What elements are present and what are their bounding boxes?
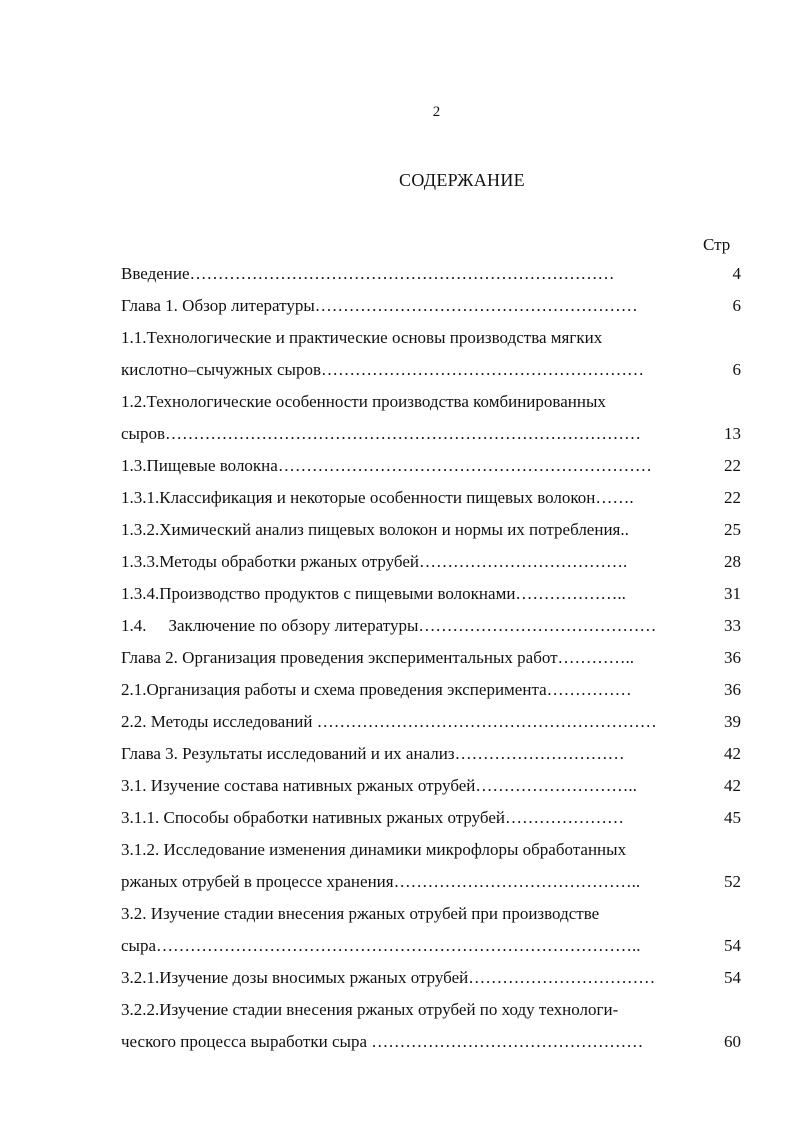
toc-entry-page: 36 bbox=[724, 680, 741, 699]
toc-entry-page: 42 bbox=[724, 776, 741, 795]
toc-entry-page: 4 bbox=[732, 264, 741, 283]
toc-entry-page: 28 bbox=[724, 552, 741, 571]
toc-entry bbox=[121, 770, 741, 802]
page-number: 2 bbox=[432, 104, 441, 120]
toc-entry-page: 42 bbox=[724, 744, 741, 763]
toc-entry bbox=[121, 610, 741, 642]
toc-entry bbox=[121, 834, 741, 898]
toc-entry-text-line1: 3.2.2.Изучение стадии внесения ржаных отрубей по ходу технологи- bbox=[121, 1000, 619, 1019]
toc-entry-text: 3.1. Изучение состава нативных ржаных отрубей……………………….. bbox=[121, 776, 637, 795]
toc-entry-text: 1.3.4.Производство продуктов с пищевыми волокнами……………….. bbox=[121, 584, 626, 603]
toc-entry-text: 3.1.1. Способы обработки нативных ржаных отрубей………………… bbox=[121, 808, 625, 827]
toc-entry bbox=[121, 738, 741, 770]
toc-entry-text: Глава 2. Организация проведения экспериментальных работ………….. bbox=[121, 648, 635, 667]
toc-entry-page: 31 bbox=[724, 584, 741, 603]
toc-entry-page: 36 bbox=[724, 648, 741, 667]
toc-entry-text: сыра………………………………………………………………………….. bbox=[121, 936, 641, 955]
toc-entry-text: Глава 3. Результаты исследований и их анализ………………………… bbox=[121, 744, 625, 763]
toc-entry bbox=[121, 642, 741, 674]
toc-entry-text: 3.2.1.Изучение дозы вносимых ржаных отрубей…………………………… bbox=[121, 968, 656, 987]
toc-entry-page: 22 bbox=[724, 488, 741, 507]
toc-entry-text: ческого процесса выработки сыра ………………………………………… bbox=[121, 1032, 644, 1051]
table-of-contents bbox=[121, 258, 741, 1058]
toc-entry bbox=[121, 290, 741, 322]
toc-entry-page: 54 bbox=[724, 936, 741, 955]
toc-entry-page: 52 bbox=[724, 872, 741, 891]
toc-entry-page: 33 bbox=[724, 616, 741, 635]
toc-entry-text bbox=[121, 610, 689, 642]
toc-entry bbox=[121, 450, 741, 482]
toc-entry bbox=[121, 482, 741, 514]
toc-entry-text: ржаных отрубей в процессе хранения…………………………………….. bbox=[121, 872, 641, 891]
toc-entry bbox=[121, 962, 741, 994]
toc-entry-page: 22 bbox=[724, 456, 741, 475]
toc-entry bbox=[121, 706, 741, 738]
toc-entry bbox=[121, 802, 741, 834]
toc-entry-page: 6 bbox=[732, 296, 741, 315]
toc-entry-text: Глава 1. Обзор литературы………………………………………………… bbox=[121, 296, 638, 315]
toc-entry bbox=[121, 386, 741, 450]
toc-entry bbox=[121, 994, 741, 1058]
toc-entry-text-line1: 1.2.Технологические особенности производства комбинированных bbox=[121, 392, 606, 411]
toc-entry-text: кислотно–сычужных сыров………………………………………………… bbox=[121, 360, 644, 379]
toc-entry-number: 1.4. bbox=[121, 616, 147, 635]
toc-entry bbox=[121, 322, 741, 386]
toc-entry-text: 1.3.2.Химический анализ пищевых волокон и нормы их потребления.. bbox=[121, 520, 629, 539]
toc-entry-page: 13 bbox=[724, 424, 741, 443]
page-column-header: Стр bbox=[703, 235, 731, 254]
toc-entry-page: 6 bbox=[732, 360, 741, 379]
toc-entry bbox=[121, 258, 741, 290]
toc-entry-text-line1: 3.2. Изучение стадии внесения ржаных отрубей при производстве bbox=[121, 904, 600, 923]
toc-entry-page: 45 bbox=[724, 808, 741, 827]
toc-entry-text-line1: 3.1.2. Исследование изменения динамики микрофлоры обработанных bbox=[121, 840, 627, 859]
toc-entry-text: сыров………………………………………………………………………… bbox=[121, 424, 641, 443]
toc-entry-text: 2.1.Организация работы и схема проведения эксперимента…………… bbox=[121, 680, 632, 699]
toc-entry-page: 60 bbox=[724, 1032, 741, 1051]
toc-entry bbox=[121, 898, 741, 962]
toc-entry-text: 1.3.3.Методы обработки ржаных отрубей………………………………. bbox=[121, 552, 628, 571]
toc-entry-page: 39 bbox=[724, 712, 741, 731]
toc-entry-text: 1.3.Пищевые волокна………………………………………………………… bbox=[121, 456, 652, 475]
toc-entry bbox=[121, 674, 741, 706]
toc-entry-text-line1: 1.1.Технологические и практические основы производства мягких bbox=[121, 328, 603, 347]
page-title: СОДЕРЖАНИЕ bbox=[399, 170, 525, 190]
toc-entry bbox=[121, 514, 741, 546]
toc-entry-text: Введение………………………………………………………………… bbox=[121, 264, 615, 283]
toc-entry bbox=[121, 546, 741, 578]
toc-entry-page: 25 bbox=[724, 520, 741, 539]
toc-entry-title: Заключение по обзору литературы…………………………………… bbox=[168, 616, 657, 635]
toc-entry-text: 1.3.1.Классификация и некоторые особенности пищевых волокон……. bbox=[121, 488, 634, 507]
toc-entry bbox=[121, 578, 741, 610]
toc-entry-text: 2.2. Методы исследований …………………………………………………… bbox=[121, 712, 657, 731]
toc-entry-page: 54 bbox=[724, 968, 741, 987]
